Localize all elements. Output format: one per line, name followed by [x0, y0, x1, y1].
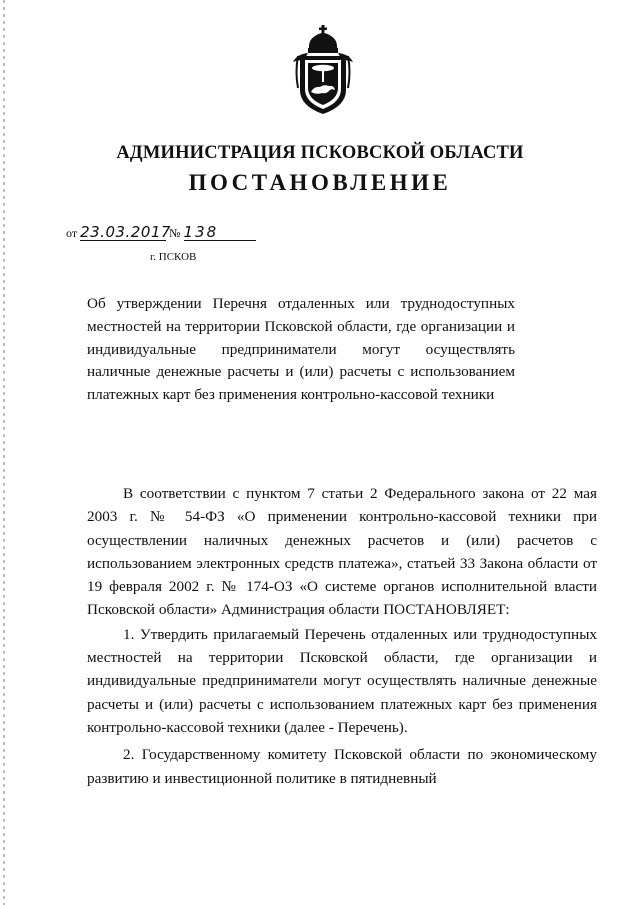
date-number-line — [66, 224, 256, 241]
document-body — [87, 482, 597, 790]
item-2-paragraph: 2. Государственному комитету Псковской области по экономическому развитию и инвестиционной политике в пятидневный — [87, 746, 597, 787]
item-1-paragraph: 1. Утвердить прилагаемый Перечень отдаленных или труднодоступных местностей на территории Псковской области, где организации и индивидуальные предприниматели могут осуществлять наличные денежные расчеты и (или) расчеты с использованием платежных карт без применения контрольно-кассовой техники (далее - Перечень). — [87, 625, 597, 736]
document-type-title: ПОСТАНОВЛЕНИЕ — [188, 170, 452, 195]
pskov-coat-of-arms-icon — [284, 22, 362, 118]
number-prefix: № — [169, 226, 181, 240]
preamble-paragraph: В соответствии с пунктом 7 статьи 2 Федерального закона от 22 мая 2003 г. № 54-ФЗ «О применении контрольно-кассовой техники при осуществлении наличных денежных расчетов и (или) расчетов с использованием электронных средств платежа», статьей 33 Закона области от 19 февраля 2002 г. № 174-ОЗ «О системе органов исполнительной власти Псковской области» Администрация области ПОСТАНОВЛЯЕТ: — [87, 485, 597, 619]
handwritten-number: 138 — [184, 224, 256, 241]
date-prefix: от — [66, 226, 78, 240]
document-subject: Об утверждении Перечня отдаленных или труднодоступных местностей на территории Псковской области, где организации и индивидуальные предприниматели могут осуществлять наличные денежные расчеты и (или) расчеты с использованием платежных карт без применения контрольно-кассовой техники — [87, 295, 515, 404]
handwritten-date: 23.03.2017 — [80, 223, 171, 241]
city-label: г. ПСКОВ — [150, 251, 197, 263]
organization-title: АДМИНИСТРАЦИЯ ПСКОВСКОЙ ОБЛАСТИ — [116, 143, 524, 163]
scan-edge-artifact — [3, 0, 5, 905]
